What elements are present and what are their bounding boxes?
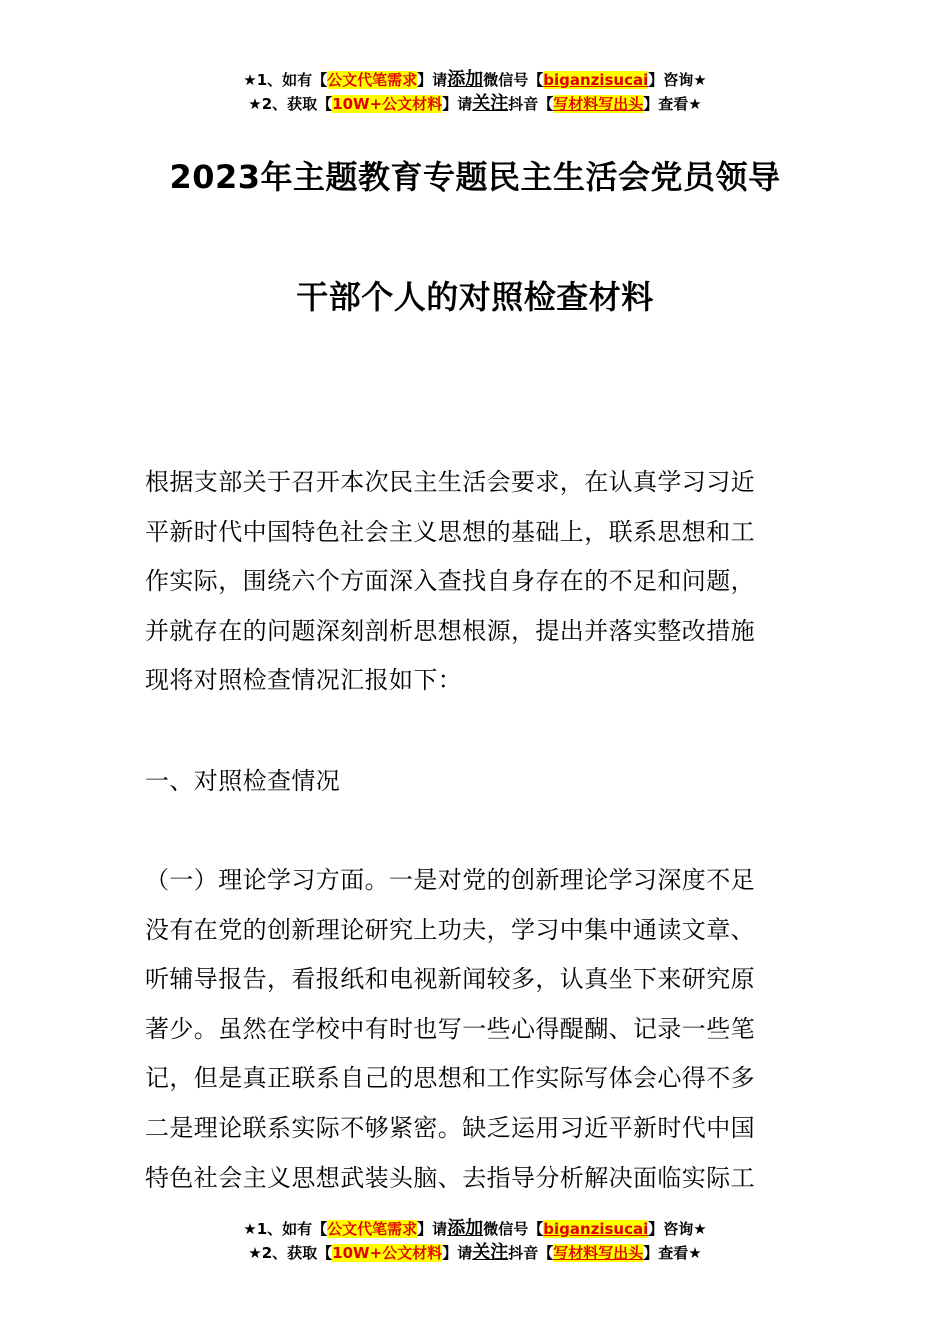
douyin-id: 写材料写出头 bbox=[553, 1244, 644, 1262]
banner-text: 】请 bbox=[442, 1244, 473, 1262]
banner-text: ★1、如有【 bbox=[243, 71, 328, 89]
banner-highlight: 公文代笔需求 bbox=[327, 71, 418, 89]
banner-text: ★2、获取【 bbox=[248, 1244, 333, 1262]
banner-text: 】查看★ bbox=[643, 95, 702, 113]
text-line: 现将对照检查情况汇报如下： bbox=[145, 666, 463, 695]
banner-highlight: 公文代笔需求 bbox=[327, 1220, 418, 1238]
banner-text: 微信号【 bbox=[483, 1220, 544, 1238]
wechat-id: biganzisucai bbox=[543, 71, 649, 89]
banner-text: 】请 bbox=[442, 95, 473, 113]
banner-highlight: 10W+公文材料 bbox=[332, 1244, 443, 1262]
banner-text: 】咨询★ bbox=[648, 1220, 707, 1238]
text-line: 记，但是真正联系自己的思想和工作实际写体会心得不多 bbox=[145, 1064, 755, 1093]
wechat-id: biganzisucai bbox=[543, 1220, 649, 1238]
banner-text: 】请 bbox=[417, 71, 448, 89]
document-title-line-2: 干部个人的对照检查材料 bbox=[296, 278, 654, 316]
text-line: 听辅导报告，看报纸和电视新闻较多，认真坐下来研究原 bbox=[145, 965, 755, 994]
banner-emphasis: 添加 bbox=[447, 1218, 484, 1239]
douyin-id: 写材料写出头 bbox=[553, 95, 644, 113]
banner-text: 抖音【 bbox=[508, 95, 554, 113]
section-heading bbox=[145, 757, 825, 807]
banner-emphasis: 关注 bbox=[472, 1242, 509, 1263]
banner-text: 微信号【 bbox=[483, 71, 544, 89]
text-line: 作实际，围绕六个方面深入查找自身存在的不足和问题， bbox=[145, 567, 755, 596]
text-line: 并就存在的问题深刻剖析思想根源，提出并落实整改措施 bbox=[145, 616, 755, 645]
text-line: 根据支部关于召开本次民主生活会要求，在认真学习习近 bbox=[145, 468, 755, 496]
banner-highlight: 10W+公文材料 bbox=[332, 95, 443, 113]
text-line: 平新时代中国特色社会主义思想的基础上，联系思想和工 bbox=[145, 517, 755, 546]
banner-emphasis: 添加 bbox=[447, 69, 484, 90]
banner-text: ★1、如有【 bbox=[243, 1220, 328, 1238]
banner-text: ★2、获取【 bbox=[248, 95, 333, 113]
section-heading-text: 一、对照检查情况 bbox=[145, 767, 341, 795]
header-banner bbox=[0, 68, 950, 116]
banner-line-1 bbox=[0, 1217, 950, 1241]
banner-emphasis: 关注 bbox=[472, 93, 509, 114]
banner-line-2 bbox=[0, 1241, 950, 1265]
banner-text: 】咨询★ bbox=[648, 71, 707, 89]
text-line: 二是理论联系实际不够紧密。缺乏运用习近平新时代中国 bbox=[145, 1113, 755, 1142]
banner-line-1 bbox=[0, 68, 950, 92]
footer-banner bbox=[0, 1217, 950, 1265]
document-title-line-1: 2023年主题教育专题民主生活会党员领导 bbox=[169, 158, 781, 196]
banner-line-2 bbox=[0, 92, 950, 116]
text-line: 没有在党的创新理论研究上功夫，学习中集中通读文章、 bbox=[145, 915, 755, 944]
banner-text: 】请 bbox=[417, 1220, 448, 1238]
text-line: 特色社会主义思想武装头脑、去指导分析解决面临实际工 bbox=[145, 1163, 755, 1192]
text-line: 著少。虽然在学校中有时也写一些心得醍醐、记录一些笔 bbox=[145, 1014, 755, 1043]
banner-text: 】查看★ bbox=[643, 1244, 702, 1262]
text-line: （一）理论学习方面。一是对党的创新理论学习深度不足 bbox=[145, 866, 755, 894]
banner-text: 抖音【 bbox=[508, 1244, 554, 1262]
theory-paragraph bbox=[145, 856, 825, 1203]
intro-paragraph bbox=[145, 458, 825, 706]
